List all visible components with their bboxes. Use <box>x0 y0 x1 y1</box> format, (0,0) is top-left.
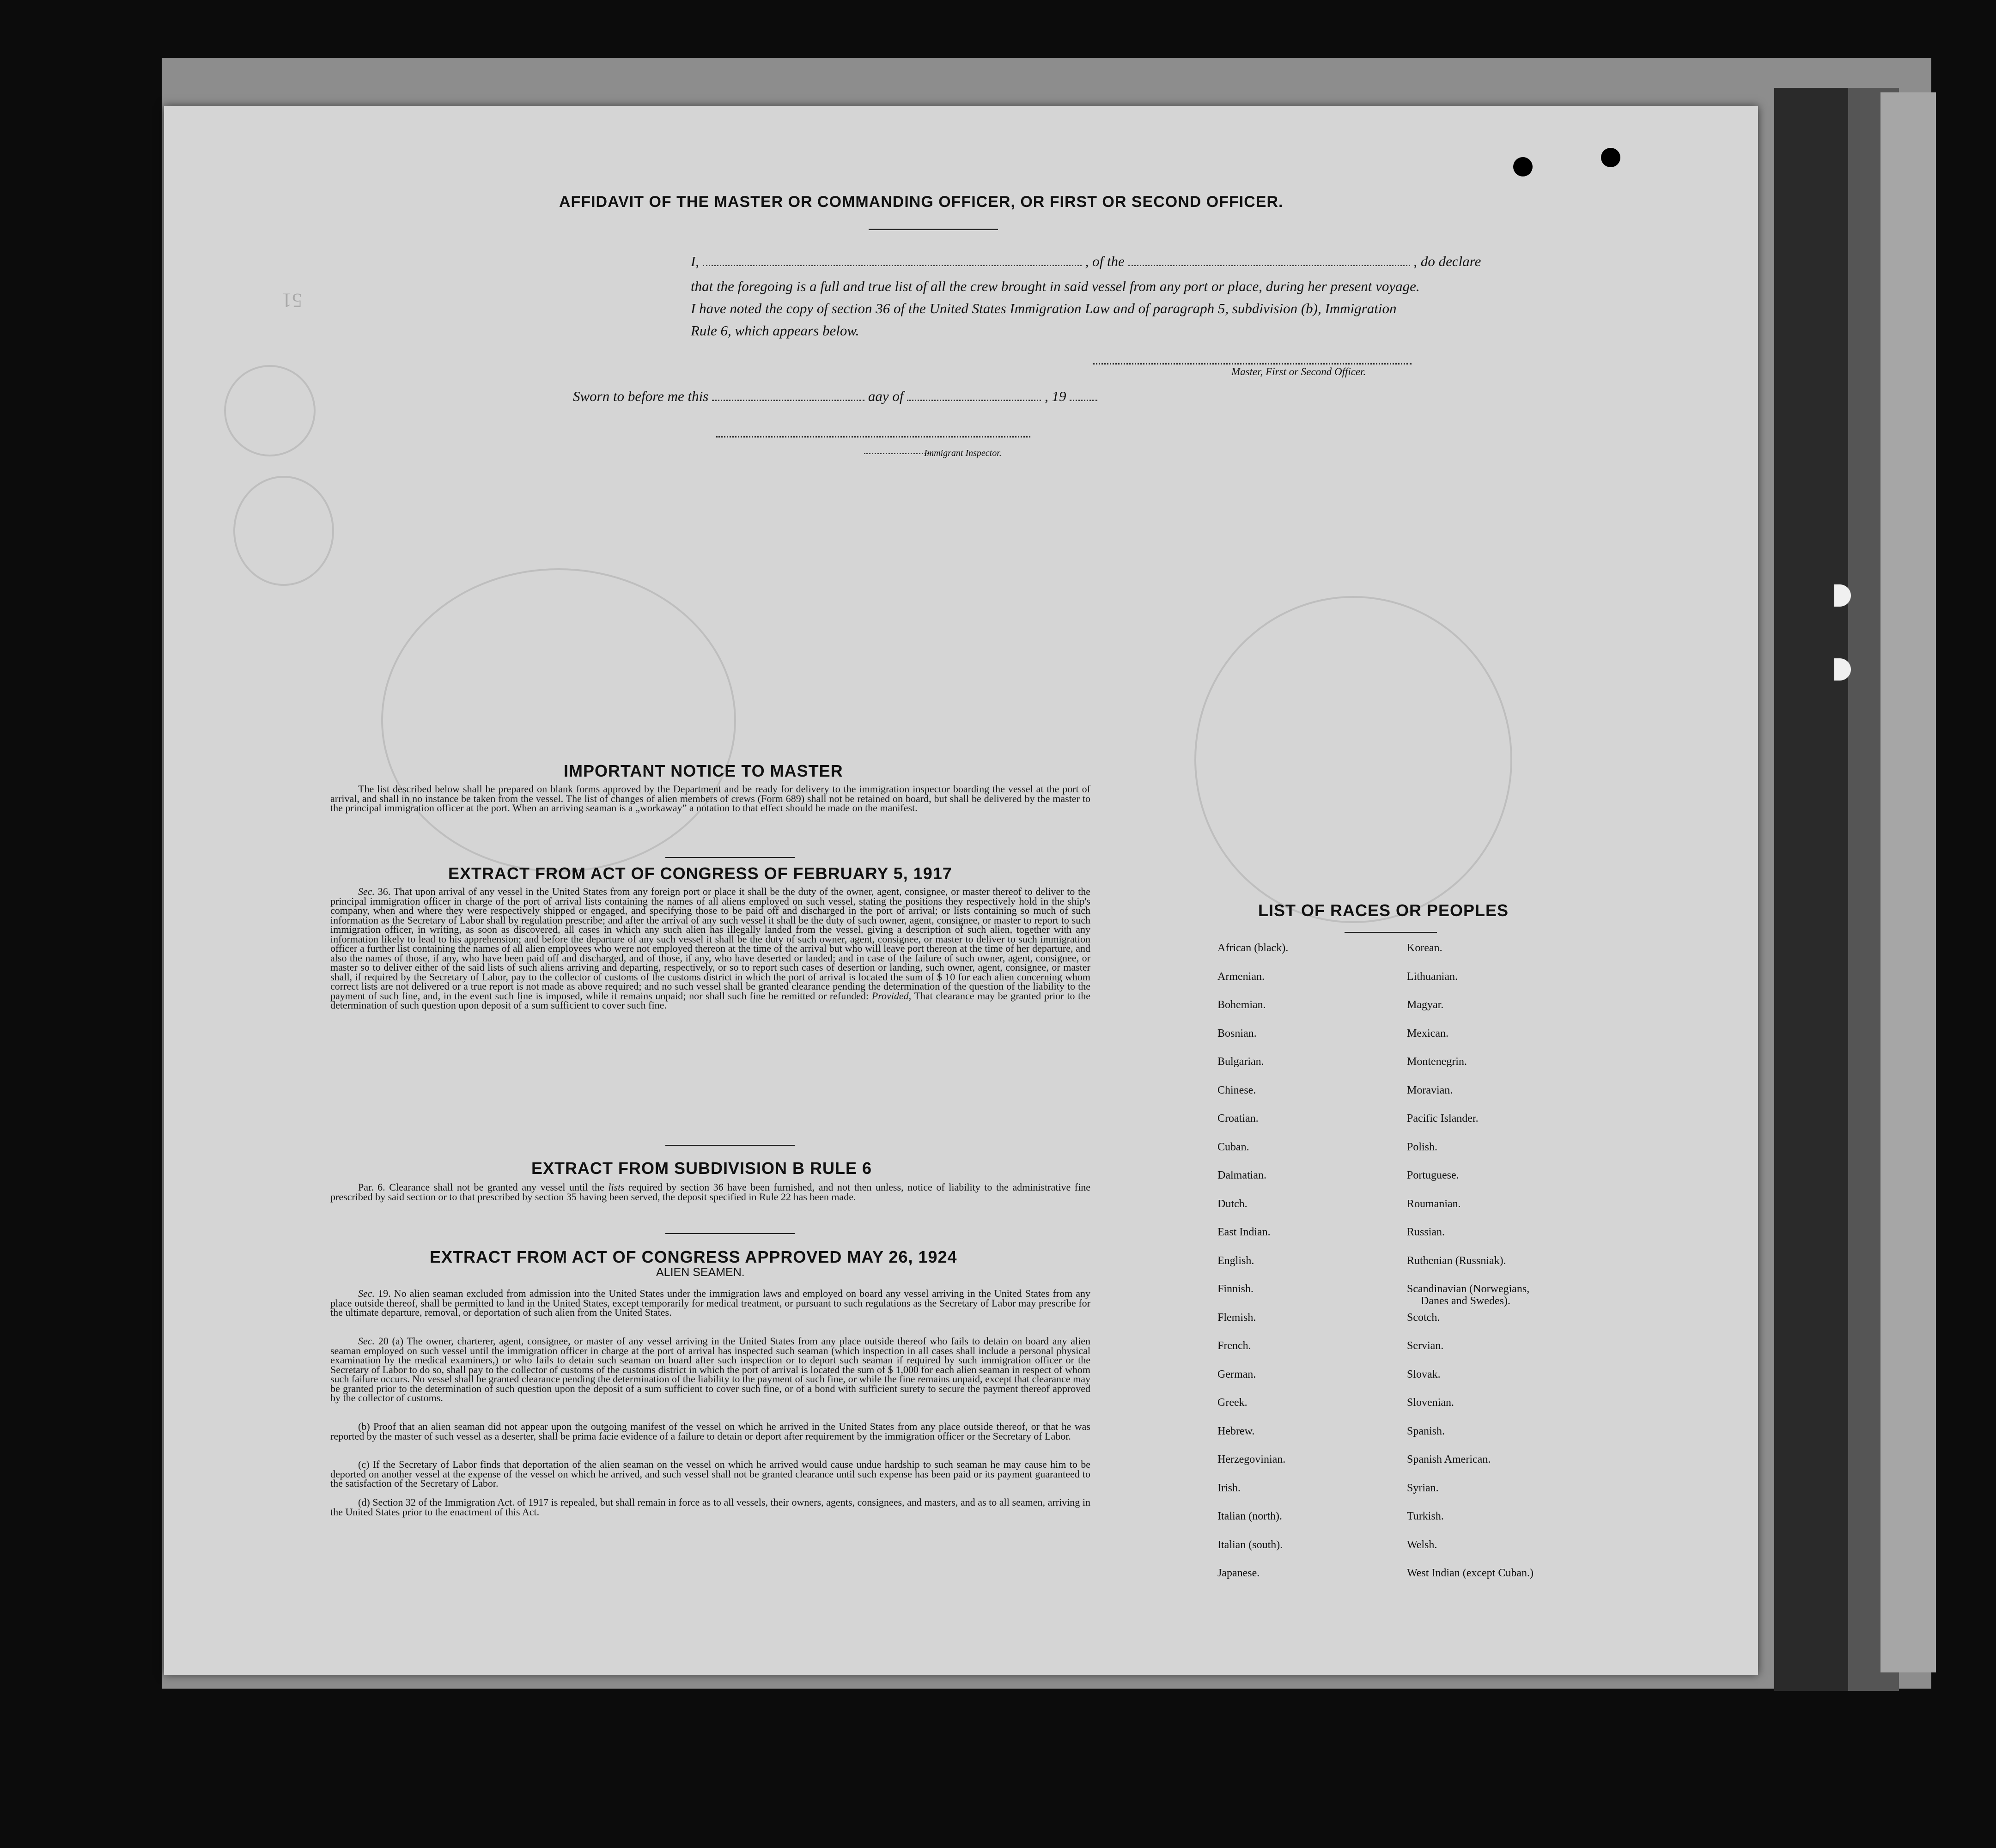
race-item: Slovenian. <box>1407 1397 1454 1409</box>
sworn-year-field[interactable] <box>1070 390 1097 401</box>
race-item: Hebrew. <box>1217 1425 1255 1437</box>
race-item: Armenian. <box>1217 970 1265 983</box>
races-list <box>1217 942 1661 1599</box>
race-item: Japanese. <box>1217 1567 1260 1579</box>
race-item: Italian (north). <box>1217 1510 1282 1522</box>
race-item: Chinese. <box>1217 1084 1256 1096</box>
declaration-text: I, <box>691 253 700 269</box>
sworn-text: aay of <box>868 388 904 404</box>
race-item: Cuban. <box>1217 1141 1249 1153</box>
race-item: French. <box>1217 1340 1251 1352</box>
rule6-rule <box>665 1233 795 1234</box>
race-item: Mexican. <box>1407 1027 1448 1040</box>
race-item: Pacific Islander. <box>1407 1112 1479 1125</box>
race-item: Montenegrin. <box>1407 1056 1467 1068</box>
declaration-line-3: I have noted the copy of section 36 of the United States Immigration Law and of paragraph 5, subdivision (b), Immigration <box>691 300 1397 316</box>
extract-1917-title: EXTRACT FROM ACT OF CONGRESS OF FEBRUARY 5, 1917 <box>448 864 952 883</box>
notice-body: The list described below shall be prepared on blank forms approved by the Department and be ready for delivery to the immigration inspector boarding the vessel at the port of arrival, and shall in no instance be taken from the vessel. The list of changes of alien members of crews (Form 689) shall not be retained on board, but shall be delivered by the master to the principal immigration officer at the port. When an arriving seaman is a „workaway” a notation to that effect should be made on the manifest. <box>330 783 1090 814</box>
race-item: Bosnian. <box>1217 1027 1257 1040</box>
race-item: Lithuanian. <box>1407 970 1458 983</box>
inspector-label: Immigrant Inspector. <box>924 448 1002 458</box>
punch-hole-icon <box>1601 148 1620 167</box>
notice-rule <box>665 857 795 858</box>
races-title: LIST OF RACES OR PEOPLES <box>1258 901 1509 920</box>
background-paper-edge <box>1880 92 1936 1672</box>
extract-1924-sec19 <box>330 1289 1090 1318</box>
sworn-day-field[interactable] <box>712 390 864 401</box>
lists-label: lists <box>608 1181 625 1193</box>
section-label: Sec. <box>358 1288 375 1299</box>
race-item: Slovak. <box>1407 1368 1441 1380</box>
faded-seal-icon <box>381 568 736 872</box>
race-item: Bohemian. <box>1217 999 1266 1011</box>
race-item: Dutch. <box>1217 1198 1248 1210</box>
race-item: Welsh. <box>1407 1538 1437 1551</box>
extract-1917-text <box>330 887 1090 1010</box>
race-item: Portuguese. <box>1407 1169 1459 1181</box>
race-item: Herzegovinian. <box>1217 1453 1286 1465</box>
race-item: Korean. <box>1407 942 1442 954</box>
sworn-line <box>573 388 1097 405</box>
sec20d-body: (d) Section 32 of the Immigration Act. of 1917 is repealed, but shall remain in force as to all vessels, their owners, agents, consignees, and masters, and as to all seamen, arriving in the United States prior to the enactment of this Act. <box>330 1496 1090 1518</box>
inspector-signature-field-2[interactable] <box>864 453 931 454</box>
extract-1917-rule <box>665 1145 795 1146</box>
race-item: Roumanian. <box>1407 1198 1461 1210</box>
notice-text <box>330 784 1090 813</box>
race-item: Syrian. <box>1407 1482 1439 1494</box>
race-item: Bulgarian. <box>1217 1056 1264 1068</box>
race-item: Spanish. <box>1407 1425 1445 1437</box>
race-item: Scotch. <box>1407 1311 1440 1324</box>
margin-number: 51 <box>282 289 302 312</box>
declaration-line-2: that the foregoing is a full and true list of all the crew brought in said vessel from any port or place, during her present voyage. <box>691 278 1420 294</box>
notice-title: IMPORTANT NOTICE TO MASTER <box>564 761 843 780</box>
race-item: Finnish. <box>1217 1283 1254 1295</box>
section-label: Sec. <box>358 1335 375 1347</box>
sec20c-body: (c) If the Secretary of Labor finds that deportation of the alien seaman on the vessel on which he arrived would cause undue hardship to such seaman he may cause him to be deported on another vessel at the expense of the vessel on which he arrived, and such vessel shall not be granted clearance until such expense has been paid or its payment guaranteed to the satisfaction of the Secretary of Labor. <box>330 1459 1090 1489</box>
sworn-text: , 19 <box>1044 388 1066 404</box>
race-item: Flemish. <box>1217 1311 1256 1324</box>
affidavit-title: AFFIDAVIT OF THE MASTER OR COMMANDING OFFICER, OR FIRST OR SECOND OFFICER. <box>559 193 1284 211</box>
inspector-signature-field[interactable] <box>716 436 1030 438</box>
race-item-continuation: Danes and Swedes). <box>1421 1295 1510 1307</box>
extract-1917-body: 36. That upon arrival of any vessel in the United States from any foreign port or place it shall be the duty of the owner, agent, consignee, or master thereof to deliver to the principal immigration officer in charge of the port of arrival lists containing the names of all aliens employed on such vessel, stating the positions they respectively hold in the ship's company, when and where they were respectively shipped or engaged, and specifying those to be paid off and discharged in the port of arrival; or lists containing so much of such information as the Secretary of Labor shall by regulation prescribe; and after the arrival of any such vessel it shall be the duty of such owner, agent, consignee, or master to report to such immigration officer, in writing, as soon as discovered, all cases in which any such alien has illegally landed from the vessel, giving a description of such alien, together with any information likely to lead to his apprehension; and before the departure of any such vessel it shall be the duty of such owner, agent, consignee, or master to deliver to such immigration officer a further list containing the names of all alien employees who were not employed thereon at the time of the arrival but who will leave port thereon at the time of her departure, and also the names of those, if any, who have been paid off and discharged, and of those, if any, who have deserted or landed; and in case of the failure of such owner, agent, consignee, or master so to deliver either of the said lists of such aliens arriving and departing, respectively, or so to report such cases of desertion or landing, such owner, agent, consignee, or master shall, if required by the Secretary of Labor, pay to the collector of customs of the customs district in which the port of arrival is located the sum of $ 10 for each alien concerning whom correct lists are not delivered or a true report is not made as above required; and no such vessel shall be granted clearance pending the determination of the question of the liability to the payment of such fine, and, in the event such fine is imposed, while it remains unpaid; nor shall such fine be remitted or refunded: <box>330 886 1090 1002</box>
provided-label: Provided, <box>871 990 912 1002</box>
race-item: Turkish. <box>1407 1510 1444 1522</box>
declaration-text: , of the <box>1085 253 1125 269</box>
race-item: Polish. <box>1407 1141 1438 1153</box>
race-item: Russian. <box>1407 1226 1445 1238</box>
affidavit-title-rule <box>869 229 998 230</box>
race-item: West Indian (except Cuban.) <box>1407 1567 1534 1579</box>
race-item: Magyar. <box>1407 999 1444 1011</box>
race-item: Moravian. <box>1407 1084 1453 1096</box>
sworn-text: Sworn to before me this <box>573 388 709 404</box>
races-title-rule <box>1345 932 1437 933</box>
race-item: Spanish American. <box>1407 1453 1491 1465</box>
rule6-body: Par. 6. Clearance shall not be granted any vessel until the <box>358 1181 604 1193</box>
declaration-line-4: Rule 6, which appears below. <box>691 322 859 339</box>
race-item: Ruthenian (Russniak). <box>1407 1254 1506 1267</box>
extract-1924-sec20d <box>330 1498 1090 1517</box>
vessel-field[interactable] <box>1128 255 1410 266</box>
faded-seal-icon <box>224 365 316 456</box>
race-item: Dalmatian. <box>1217 1169 1266 1181</box>
extract-1917-body-end: That clearance may be granted prior to the determination of such question upon deposit of a sum sufficient to cover such fine. <box>330 990 1091 1011</box>
rule6-title: EXTRACT FROM SUBDIVISION B RULE 6 <box>531 1159 872 1178</box>
punch-hole-icon <box>1513 157 1533 176</box>
race-item: German. <box>1217 1368 1256 1380</box>
section-label: Sec. <box>358 886 375 897</box>
signature-label: Master, First or Second Officer. <box>1231 366 1366 377</box>
race-item: Croatian. <box>1217 1112 1259 1125</box>
race-item: Irish. <box>1217 1482 1241 1494</box>
declaration-line-1 <box>691 253 1481 270</box>
race-item: Scandinavian (Norwegians, <box>1407 1283 1530 1295</box>
race-item: English. <box>1217 1254 1254 1267</box>
extract-1924-sec20a <box>330 1337 1090 1403</box>
race-item: African (black). <box>1217 942 1289 954</box>
name-field[interactable] <box>703 255 1082 266</box>
extract-1924-sec20b <box>330 1422 1090 1441</box>
faded-seal-icon <box>233 476 334 586</box>
declaration-text: , do declare <box>1413 253 1481 269</box>
extract-1924-subtitle: ALIEN SEAMEN. <box>656 1266 745 1279</box>
race-item: Servian. <box>1407 1340 1444 1352</box>
extract-1924-title: EXTRACT FROM ACT OF CONGRESS APPROVED MAY 26, 1924 <box>430 1247 957 1266</box>
sec20b-body: (b) Proof that an alien seaman did not appear upon the outgoing manifest of the vessel on which he arrived in the United States from any place outside thereof, or that he was reported by the master of such vessel as a deserter, shall be prima facie evidence of a failure to detain or deport after requirement by the immigration officer or the Secretary of Labor. <box>330 1421 1090 1442</box>
rule6-text <box>330 1183 1090 1202</box>
sworn-month-field[interactable] <box>907 390 1041 401</box>
rule6-body-end: required by section 36 have been furnished, and not then unless, notice of liability to the administrative fine prescribed by said section or to that prescribed by section 35 having been served, the deposit specified in Rule 22 has been made. <box>330 1181 1090 1203</box>
signature-field[interactable] <box>1093 363 1412 365</box>
extract-1924-sec20c <box>330 1460 1090 1489</box>
race-item: East Indian. <box>1217 1226 1271 1238</box>
race-item: Italian (south). <box>1217 1538 1283 1551</box>
sec19-body: 19. No alien seaman excluded from admission into the United States under the immigration laws and employed on board any vessel arriving in the United States from any place outside thereof, shall be permitted to land in the United States, except temporarily for medical treatment, or pursuant to such regulations as the Secretary of Labor may prescribe for the ultimate departure, removal, or deportation of such alien from the United States. <box>330 1288 1090 1318</box>
race-item: Greek. <box>1217 1397 1248 1409</box>
sec20a-body: 20 (a) The owner, charterer, agent, consignee, or master of any vessel arriving in the United States from any place outside thereof who fails to detain on board any alien seaman employed on such vessel until the immigration officer in charge at the port of arrival has inspected such seaman (which inspection in all cases shall include a personal physical examination by the medical examiners,) or who fails to detain such seaman on board after such inspection or to deport such seaman if required by such immigration officer or the Secretary of Labor to do so, shall pay to the collector of customs of the customs district in which the port of arrival is located the sum of $ 1,000 for each alien seaman in respect of whom such failure occurs. No vessel shall be granted clearance pending the determination of the liability to the payment of such fine, or while the fine remains unpaid, except that clearance may be granted prior to the determination of such question upon the deposit of a sum sufficient to cover such fine, or of a bond with sufficient surety to secure the payment thereof approved by the collector of customs. <box>330 1335 1090 1404</box>
faded-seal-icon <box>1194 596 1512 923</box>
